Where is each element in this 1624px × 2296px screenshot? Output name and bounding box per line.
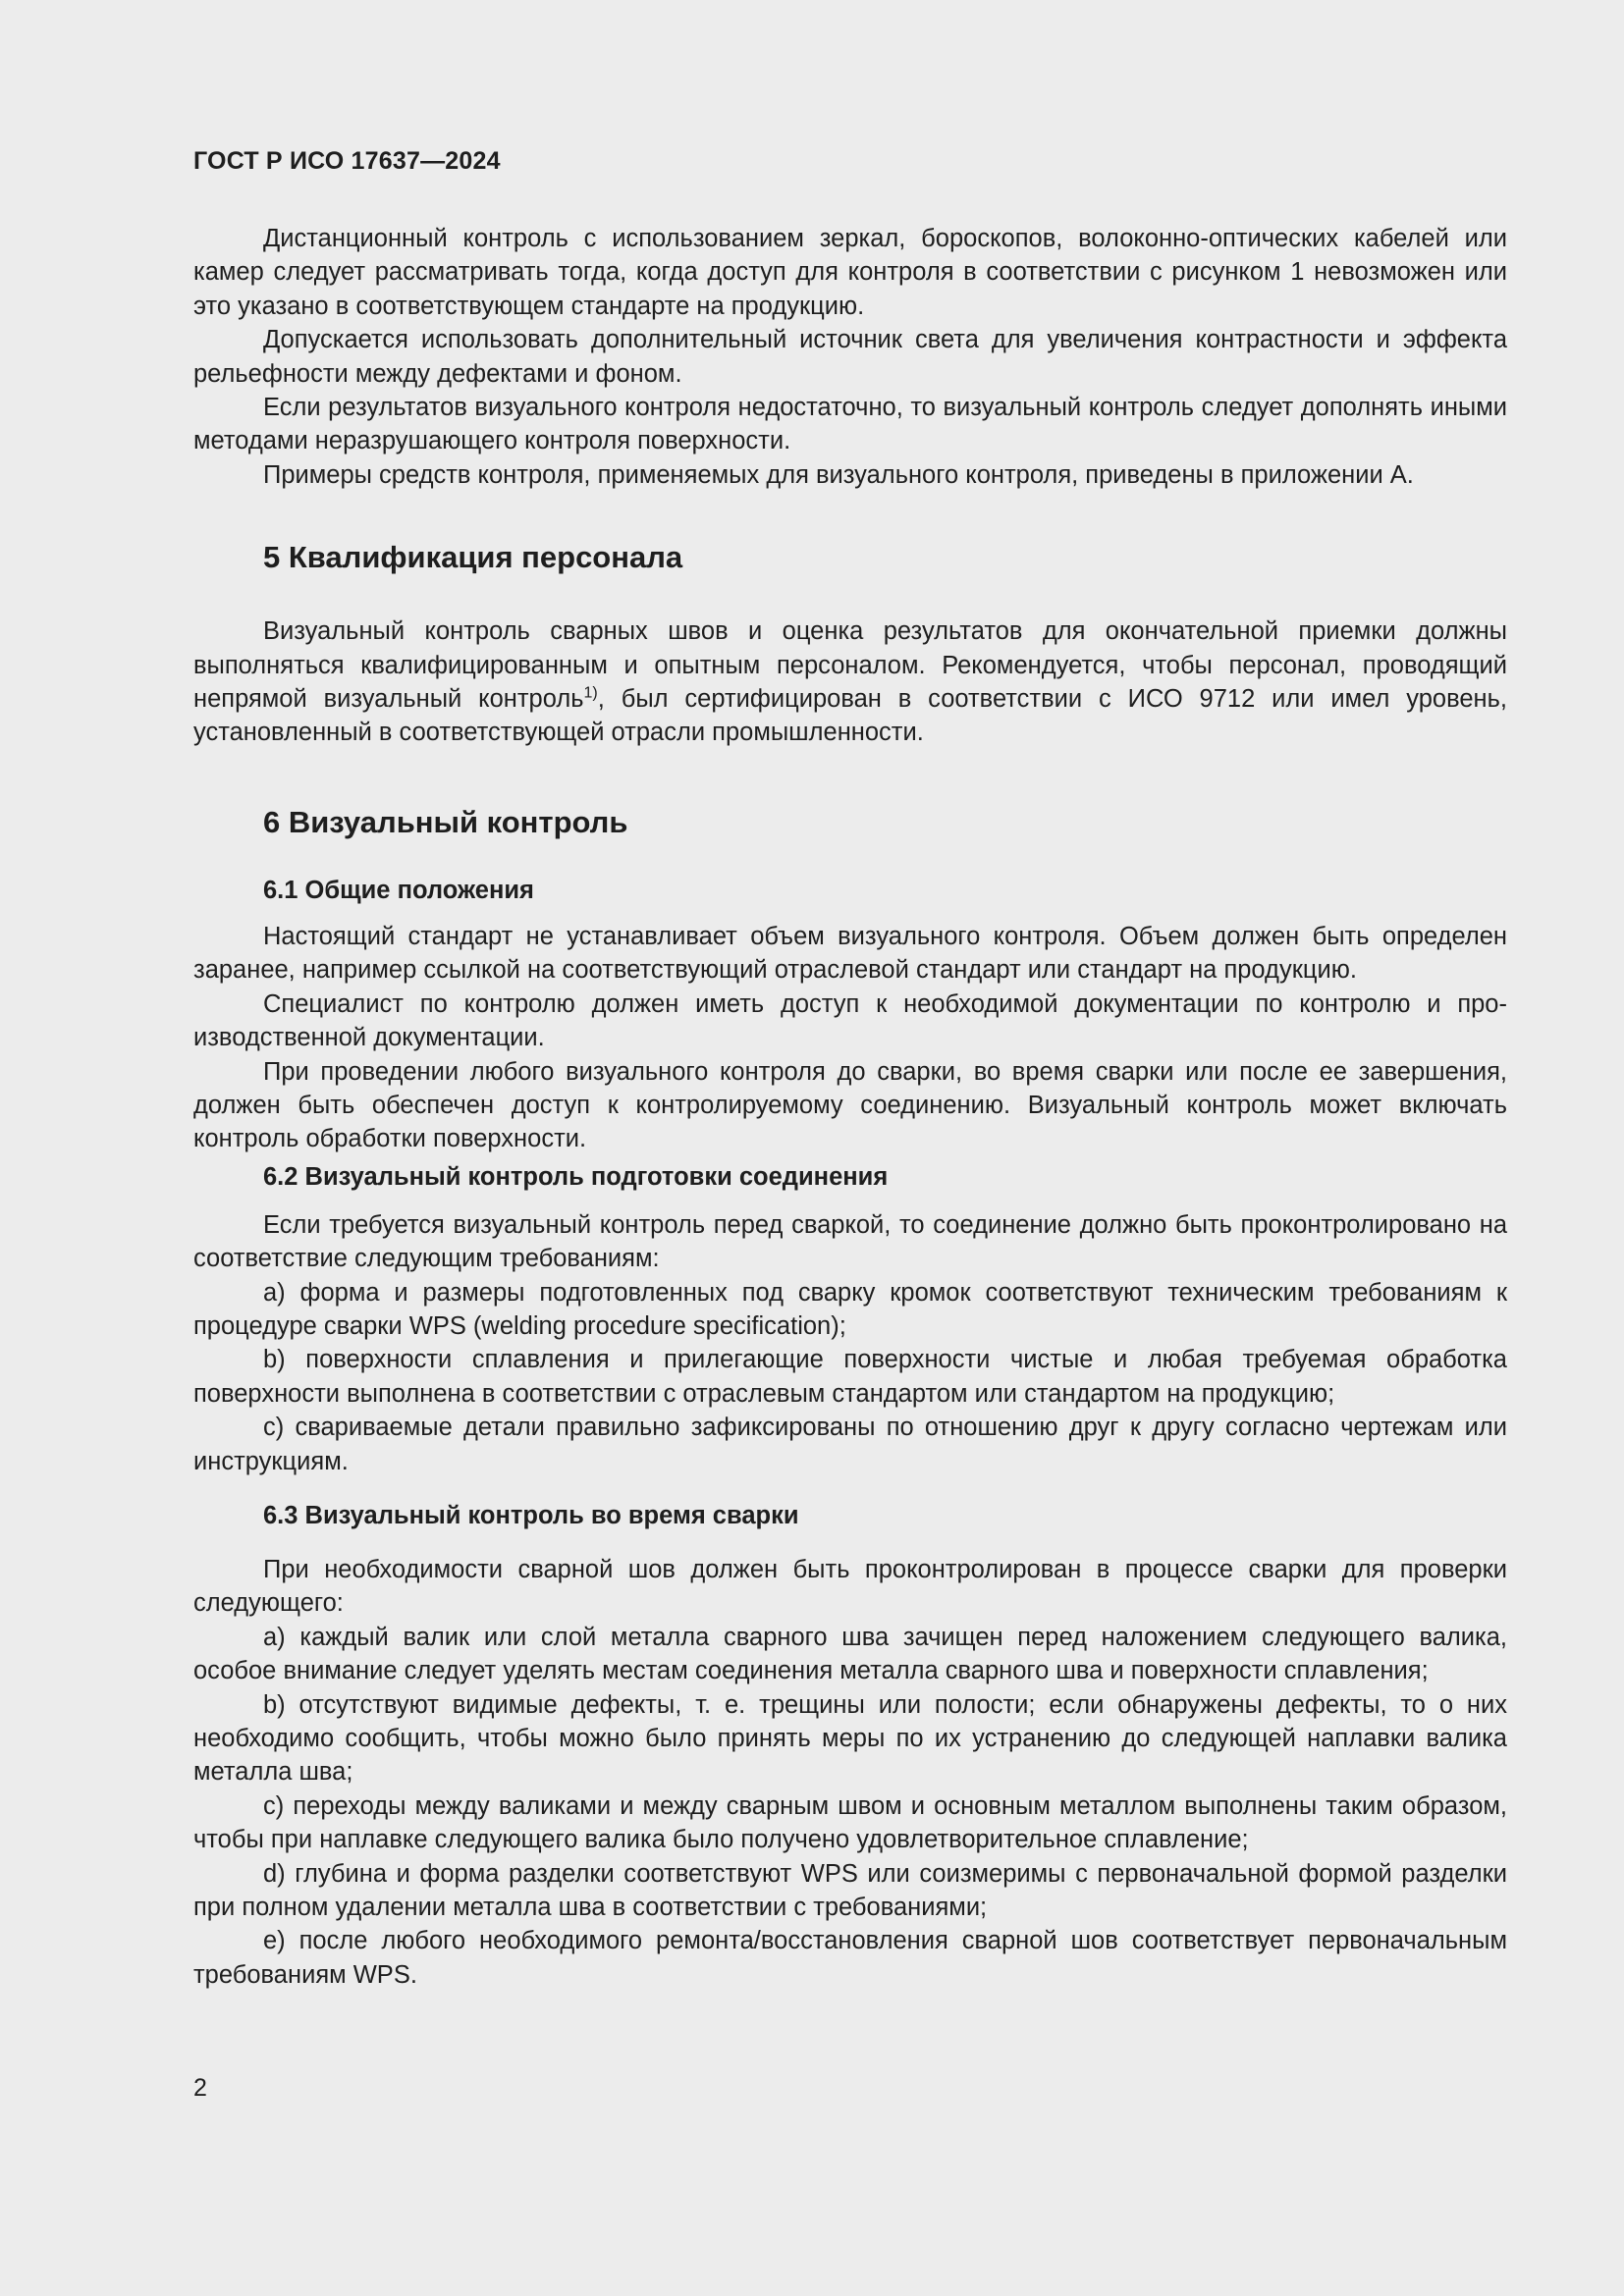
section-5-paragraph	[193, 614, 1507, 750]
footnote-mark: 1)	[583, 684, 598, 702]
section-5-heading: 5 Квалификация персонала	[263, 540, 683, 575]
subsection-6-3-item-b: b) отсутствуют видимые дефекты, т. е. трещины или полости; если обнаружены дефекты, то о них необходимо сообщить, чтобы можно было принять меры по их устранению до следующей наплавки валика металла шва;	[193, 1690, 1507, 1787]
subsection-6-1-paragraph-2: Специалист по контролю должен иметь доступ к необходимой документации по контролю и производственной документации.	[193, 989, 1507, 1052]
subsection-6-3-item-d: d) глубина и форма разделки соответствуют WPS или соизмеримы с первоначальной формой разделки при полном удалении металла шва в соответствии с требованиями;	[193, 1859, 1507, 1922]
intro-paragraph-4: Примеры средств контроля, применяемых для визуального контроля, приведены в приложении А.	[263, 460, 1414, 489]
intro-paragraph-3: Если результатов визуального контроля недостаточно, то визуальный контроль следует дополнять иными методами неразрушающего контроля поверхности.	[193, 394, 1507, 455]
section-5-text-part-1: Визуальный контроль сварных швов и оценка результатов для окончательной приемки должны выполняться квалифицированным и опытным персоналом. Рекомендуется, чтобы персонал, проводящий непрямой визуальный контроль	[193, 617, 1507, 714]
subsection-6-3-intro: При необходимости сварной шов должен быть проконтролирован в процессе сварки для проверки следующего:	[193, 1555, 1507, 1618]
subsection-6-1-paragraph-3: При проведении любого визуального контроля до сварки, во время сварки или после ее завершения, должен быть обеспечен доступ к контролируемому соединению. Визуальный контроль может включать контроль обработки поверхности.	[193, 1057, 1507, 1153]
subsection-6-3-item-a: a) каждый валик или слой металла сварного шва зачищен перед наложением следующего валика, особое внимание следует уделять местам соединения металла сварного шва и поверхности сплавления;	[193, 1623, 1507, 1685]
subsection-6-2-item-c: c) свариваемые детали правильно зафиксированы по отношению друг к другу согласно чертежам или инструкциям.	[193, 1414, 1507, 1475]
section-5-text-part-2: , был сертифицирован в соответствии с ИСО 9712 или имел уровень, установленный в соответствующей отрасли промышленности.	[193, 685, 1507, 747]
subsection-6-2-intro: Если требуется визуальный контроль перед сваркой, то соединение должно быть проконтролировано на соответствие следующим требованиям:	[193, 1210, 1507, 1273]
subsection-6-2-item-b: b) поверхности сплавления и прилегающие поверхности чистые и любая требуемая обработка поверхности выполнена в соответствии с отраслевым стандартом или стандартом на продукцию;	[193, 1346, 1507, 1408]
subsection-6-3-item-e: e) после любого необходимого ремонта/восстановления сварной шов соответствует первоначальным требованиям WPS.	[193, 1927, 1507, 1989]
subsection-6-3-heading: 6.3 Визуальный контроль во время сварки	[263, 1501, 799, 1529]
section-6-heading: 6 Визуальный контроль	[263, 804, 628, 839]
subsection-6-3-item-c: c) переходы между валиками и между сварным швом и основным металлом выполнены таким образом, чтобы при наплавке следующего валика было получено удовлетворительное сплавление;	[193, 1791, 1507, 1854]
document-body	[193, 222, 1507, 1992]
subsection-6-1-paragraph-1: Настоящий стандарт не устанавливает объем визуального контроля. Объем должен быть определен заранее, например ссылкой на соответствующий отраслевой стандарт или стандарт на продукцию.	[193, 922, 1507, 985]
subsection-6-2-heading: 6.2 Визуальный контроль подготовки соединения	[263, 1162, 889, 1191]
page-number: 2	[193, 2074, 207, 2102]
document-header: ГОСТ Р ИСО 17637—2024	[193, 147, 501, 175]
subsection-6-1-heading: 6.1 Общие положения	[263, 876, 534, 904]
intro-paragraph-2: Допускается использовать дополнительный источник света для увеличения контрастности и эффекта рельефности между дефектами и фоном.	[193, 326, 1507, 388]
subsection-6-2-item-a: a) форма и размеры подготовленных под сварку кромок соответствуют техническим требованиям к процедуре сварки WPS (welding procedure specification);	[193, 1278, 1507, 1340]
intro-paragraph-1: Дистанционный контроль с использованием зеркал, бороскопов, волоконно-оптических кабелей или камер следует рассматривать тогда, когда доступ для контроля в соответствии с рисунком 1 невозможен или это указано в соответствующем стандарте на продукцию.	[193, 225, 1507, 320]
